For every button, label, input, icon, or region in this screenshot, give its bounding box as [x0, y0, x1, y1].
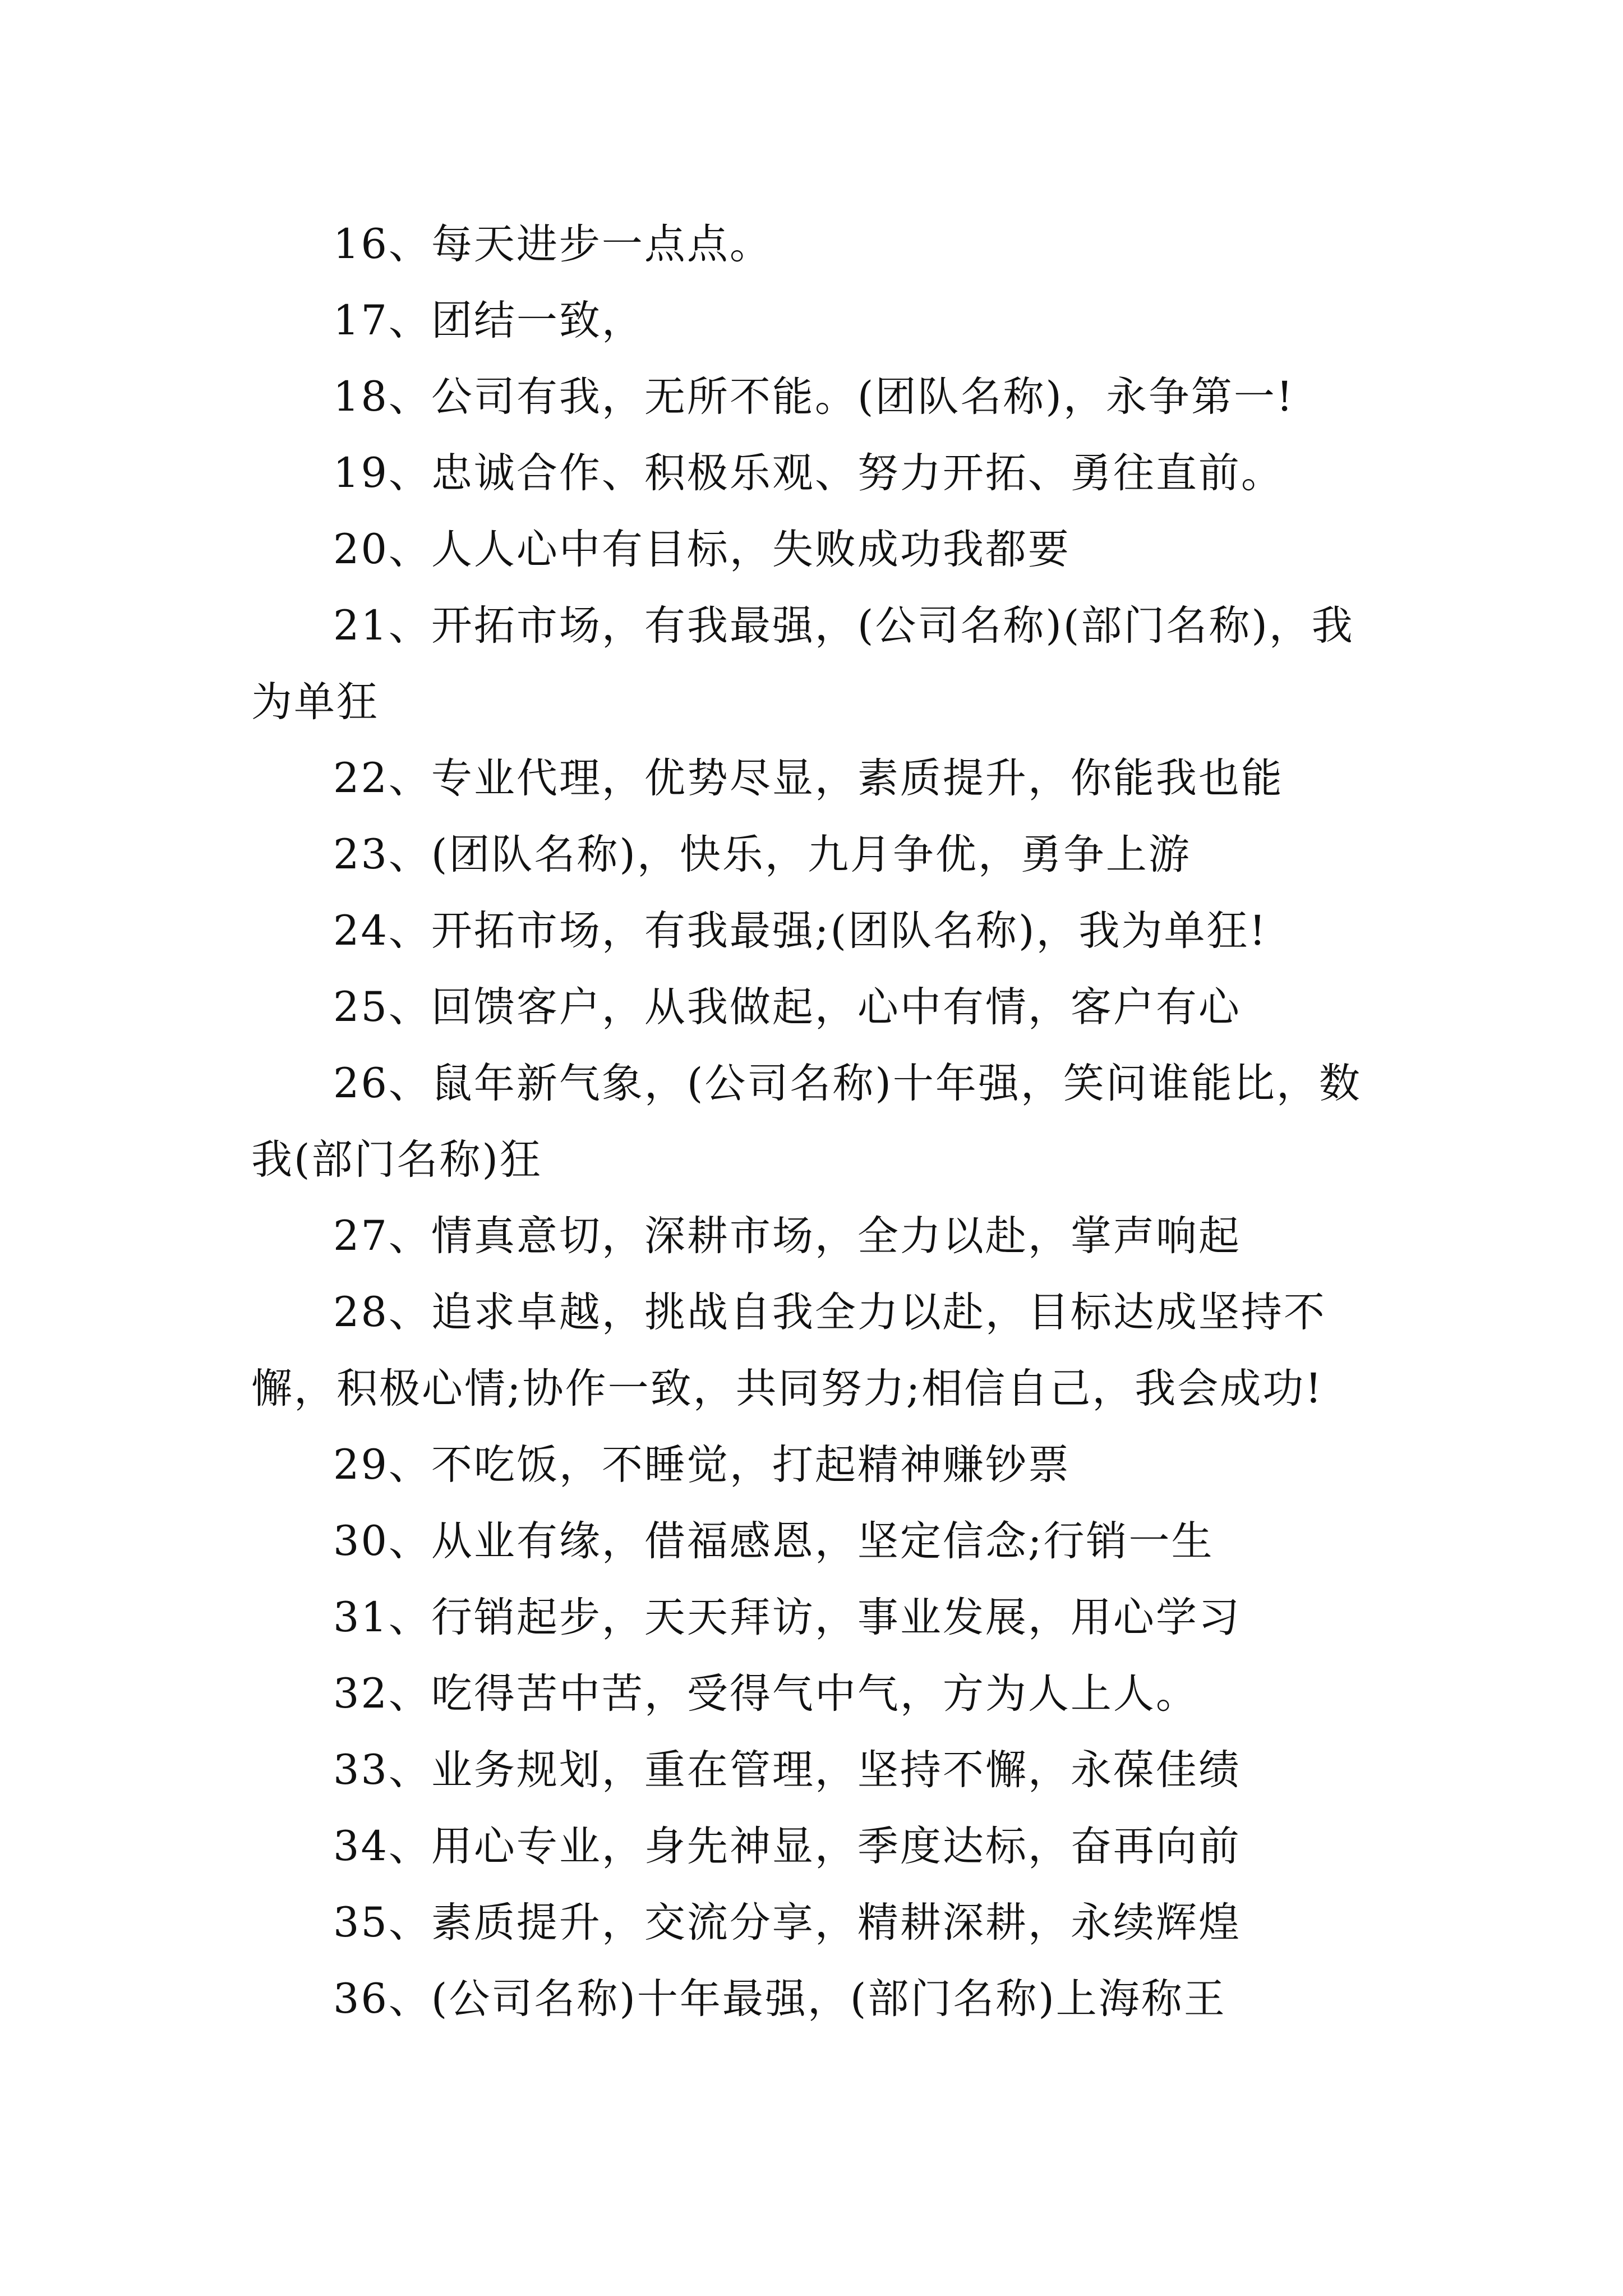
paragraph-22: 22、专业代理，优势尽显，素质提升，你能我也能	[333, 754, 1284, 802]
paragraph-20: 20、人人心中有目标，失败成功我都要	[333, 526, 1071, 573]
paragraph-30: 30、从业有缘，借福感恩，坚定信念;行销一生	[333, 1517, 1214, 1565]
paragraph-16: 16、每天进步一点点。	[333, 220, 772, 268]
paragraph-31: 31、行销起步，天天拜访，事业发展，用心学习	[333, 1594, 1241, 1641]
paragraph-21: 21、开拓市场，有我最强，(公司名称)(部门名称)，我为单狂	[251, 602, 1354, 726]
paragraph-24: 24、开拓市场，有我最强;(团队名称)，我为单狂!	[333, 907, 1267, 955]
paragraph-28: 28、追求卓越，挑战自我全力以赴，目标达成坚持不懈，积极心情;协作一致，共同努力;相信自己，我会成功!	[251, 1289, 1326, 1412]
paragraph-29: 29、不吃饭，不睡觉，打起精神赚钞票	[333, 1441, 1071, 1489]
paragraph-17: 17、团结一致，	[333, 297, 644, 344]
paragraph-26: 26、鼠年新气象，(公司名称)十年强，笑问谁能比，数我(部门名称)狂	[251, 1060, 1362, 1184]
paragraph-32: 32、吃得苦中苦，受得气中气，方为人上人。	[333, 1670, 1198, 1718]
paragraph-34: 34、用心专业，身先神显，季度达标，奋再向前	[333, 1823, 1241, 1870]
paragraph-23: 23、(团队名称)，快乐，九月争优，勇争上游	[333, 831, 1191, 878]
document-body	[251, 206, 1395, 2037]
paragraph-19: 19、忠诚合作、积极乐观、努力开拓、勇往直前。	[333, 449, 1284, 497]
paragraph-25: 25、回馈客户，从我做起，心中有情，客户有心	[333, 983, 1241, 1031]
paragraph-33: 33、业务规划，重在管理，坚持不懈，永葆佳绩	[333, 1746, 1241, 1794]
paragraph-27: 27、情真意切，深耕市场，全力以赴，掌声响起	[333, 1212, 1241, 1260]
paragraph-36: 36、(公司名称)十年最强，(部门名称)上海称王	[333, 1975, 1227, 2023]
paragraph-35: 35、素质提升，交流分享，精耕深耕，永续辉煌	[333, 1899, 1241, 1947]
paragraph-18: 18、公司有我，无所不能。(团队名称)，永争第一!	[333, 373, 1295, 421]
